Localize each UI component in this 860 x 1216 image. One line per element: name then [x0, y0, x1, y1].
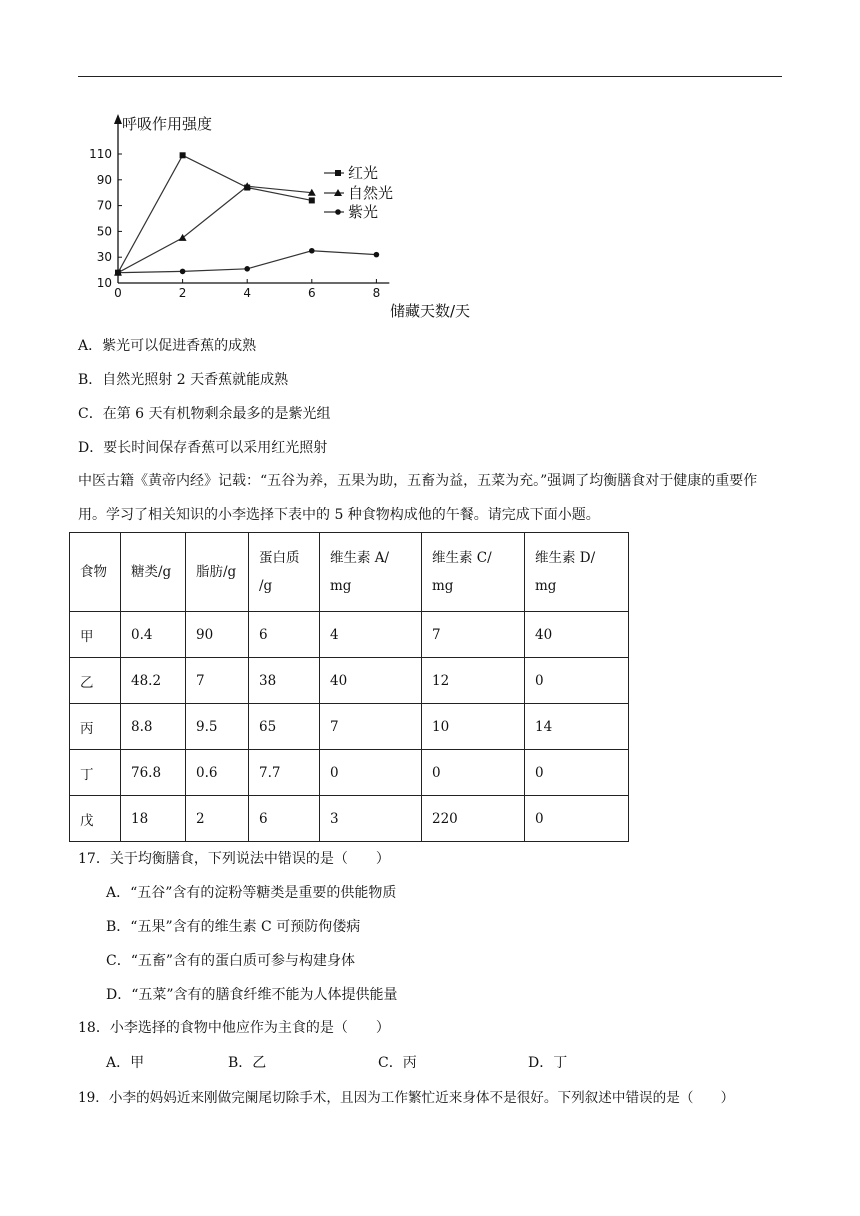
- q17-option-a: A．“五谷”含有的淀粉等糖类是重要的供能物质: [106, 885, 397, 901]
- table-cell: 4: [320, 612, 422, 658]
- q17-option-b: B．“五果”含有的维生素 C 可预防佝偻病: [106, 919, 361, 935]
- header-vitamin-d: 维生素 D/ mg: [525, 533, 629, 612]
- y-tick-label: 30: [96, 250, 112, 265]
- y-tick-label: 10: [96, 276, 112, 290]
- x-tick-label: 6: [307, 286, 316, 300]
- option-b-banana: B．自然光照射 2 天香蕉就能成熟: [78, 372, 289, 388]
- legend-label: 红光: [348, 164, 379, 182]
- data-point-series-1: [309, 197, 315, 203]
- table-cell: 18: [121, 796, 186, 842]
- table-cell: 0: [525, 750, 629, 796]
- table-cell: 40: [525, 612, 629, 658]
- option-c-banana: C．在第 6 天有机物剩余最多的是紫光组: [78, 406, 331, 422]
- table-cell: 0: [525, 658, 629, 704]
- table-header-row: [70, 533, 629, 612]
- data-point-series-3: [374, 252, 380, 258]
- y-tick-label: 110: [89, 147, 112, 161]
- table-cell: 丁: [70, 750, 121, 796]
- table-cell: 8.8: [121, 704, 186, 750]
- table-row: [70, 704, 629, 750]
- table-cell: 丙: [70, 704, 121, 750]
- data-point-series-1: [180, 152, 186, 158]
- table-cell: 38: [249, 658, 320, 704]
- x-tick-label: 0: [114, 286, 122, 300]
- option-a-banana: A．紫光可以促进香蕉的成熟: [78, 338, 257, 354]
- q17-option-d: D．“五菜”含有的膳食纤维不能为人体提供能量: [106, 987, 398, 1003]
- legend-label: 自然光: [348, 184, 394, 202]
- header-vitamin-c: 维生素 C/ mg: [422, 533, 525, 612]
- table-cell: 7: [422, 612, 525, 658]
- respiration-line-chart: [78, 100, 498, 330]
- table-cell: 戊: [70, 796, 121, 842]
- table-cell: 0: [422, 750, 525, 796]
- header-sugar: 糖类/g: [121, 533, 186, 612]
- header-food: 食物: [70, 533, 121, 612]
- table-cell: 48.2: [121, 658, 186, 704]
- table-cell: 14: [525, 704, 629, 750]
- y-axis-label: 呼吸作用强度: [122, 115, 213, 133]
- table-cell: 76.8: [121, 750, 186, 796]
- table-cell: 0.6: [186, 750, 249, 796]
- table-cell: 0: [525, 796, 629, 842]
- food-nutrient-table: [69, 532, 629, 842]
- table-cell: 7.7: [249, 750, 320, 796]
- x-axis-label: 储藏天数/天: [390, 302, 471, 320]
- option-d-banana: D．要长时间保存香蕉可以采用红光照射: [78, 440, 328, 456]
- table-row: [70, 750, 629, 796]
- table-cell: 2: [186, 796, 249, 842]
- table-cell: 12: [422, 658, 525, 704]
- data-point-series-3: [115, 270, 121, 276]
- table-cell: 7: [186, 658, 249, 704]
- table-cell: 220: [422, 796, 525, 842]
- x-tick-label: 8: [372, 286, 381, 300]
- q18-option-a: A．甲: [106, 1055, 145, 1071]
- question-19-stem: 19．小李的妈妈近来刚做完阑尾切除手术，且因为工作繁忙近来身体不是很好。下列叙述中错误的是（ ）: [78, 1090, 735, 1106]
- table-cell: 10: [422, 704, 525, 750]
- y-tick-label: 50: [96, 224, 112, 239]
- question-17-stem: 17．关于均衡膳食，下列说法中错误的是（ ）: [78, 851, 390, 867]
- header-protein: 蛋白质 /g: [249, 533, 320, 612]
- intro-paragraph: 中医古籍《黄帝内经》记载：“五谷为养，五果为助，五畜为益，五菜为充。”强调了均衡膳食对于健康的重要作用。学习了相关知识的小李选择下表中的 5 种食物构成他的午餐。请完成下面小题。: [78, 473, 758, 523]
- q18-option-c: C．丙: [378, 1055, 417, 1071]
- data-point-series-3: [244, 266, 250, 272]
- series-line-1: [118, 155, 312, 272]
- table-cell: 乙: [70, 658, 121, 704]
- q17-option-c: C．“五畜”含有的蛋白质可参与构建身体: [106, 953, 356, 969]
- table-cell: 6: [249, 796, 320, 842]
- q18-option-d: D．丁: [528, 1055, 568, 1071]
- table-cell: 65: [249, 704, 320, 750]
- legend-marker: [335, 209, 341, 215]
- table-row: [70, 658, 629, 704]
- q18-option-b: B．乙: [228, 1055, 267, 1071]
- table-cell: 0.4: [121, 612, 186, 658]
- x-tick-label: 4: [243, 286, 252, 300]
- header-rule: [78, 76, 782, 77]
- data-point-series-3: [309, 248, 315, 254]
- x-tick-label: 2: [178, 286, 187, 300]
- legend-marker: [335, 170, 341, 176]
- table-cell: 3: [320, 796, 422, 842]
- series-line-2: [118, 186, 312, 272]
- table-cell: 0: [320, 750, 422, 796]
- y-tick-label: 70: [96, 198, 112, 213]
- table-row: [70, 612, 629, 658]
- table-cell: 40: [320, 658, 422, 704]
- y-axis-arrow: [114, 114, 122, 124]
- data-point-series-3: [180, 269, 186, 275]
- table-cell: 90: [186, 612, 249, 658]
- table-cell: 6: [249, 612, 320, 658]
- y-tick-label: 90: [96, 172, 112, 187]
- header-vitamin-a: 维生素 A/ mg: [320, 533, 422, 612]
- header-fat: 脂肪/g: [186, 533, 249, 612]
- table-row: [70, 796, 629, 842]
- table-cell: 9.5: [186, 704, 249, 750]
- table-cell: 7: [320, 704, 422, 750]
- legend-label: 紫光: [348, 203, 379, 221]
- question-18-stem: 18．小李选择的食物中他应作为主食的是（ ）: [78, 1020, 390, 1036]
- table-cell: 甲: [70, 612, 121, 658]
